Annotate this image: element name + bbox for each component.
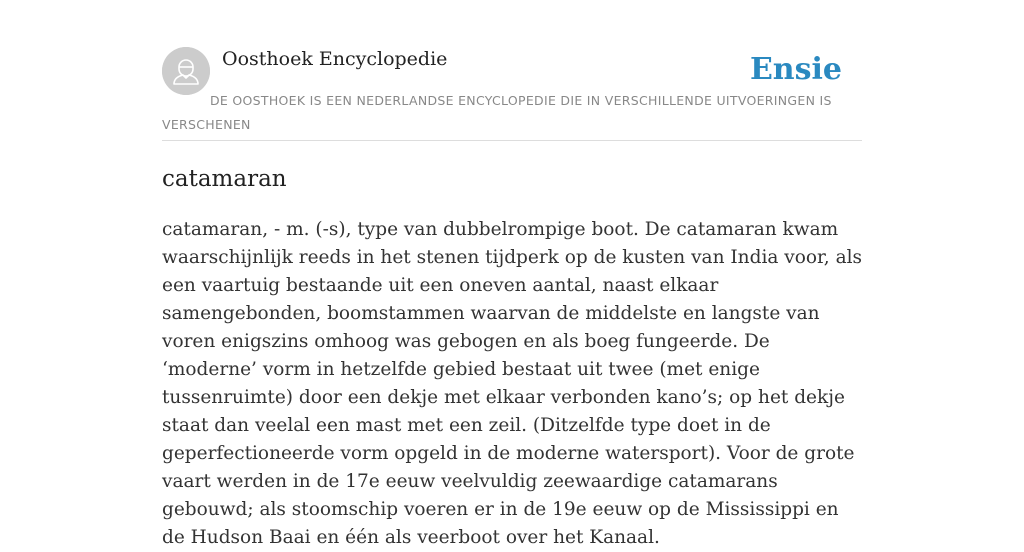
source-title[interactable]: Oosthoek Encyclopedie bbox=[222, 48, 448, 70]
page-title: catamaran bbox=[162, 166, 287, 192]
article-definition: catamaran, - m. (-s), type van dubbelrompige boot. De catamaran kwam waarschijnlijk reeds in het stenen tijdperk op de kusten van India voor, als een vaartuig bestaande uit een oneven aantal, naast elkaar samengebonden, boomstammen waarvan de middelste en langste van voren enigszins omhoog was gebogen en als boeg fungeerde. De ‘moderne’ vorm in hetzelfde gebied bestaat uit twee (met enige tussenruimte) door een dekje met elkaar verbonden kano’s; op het dekje staat dan veelal een mast met een zeil. (Ditzelfde type doet in de geperfectioneerde vorm opgeld in de moderne watersport). Voor de grote vaart werden in de 17e eeuw veelvuldig zeewaardige catamarans gebouwd; als stoomschip voeren er in de 19e eeuw op de Mississippi en de Hudson Baai en één als veerboot over het Kanaal. bbox=[162, 219, 863, 548]
source-header bbox=[162, 47, 862, 141]
user-avatar-icon[interactable] bbox=[162, 47, 210, 95]
source-tagline: DE OOSTHOEK IS EEN NEDERLANDSE ENCYCLOPEDIE DIE IN VERSCHILLENDE UITVOERINGEN IS VERSCHENEN bbox=[162, 93, 832, 132]
brand-logo[interactable]: Ensie bbox=[749, 52, 842, 87]
